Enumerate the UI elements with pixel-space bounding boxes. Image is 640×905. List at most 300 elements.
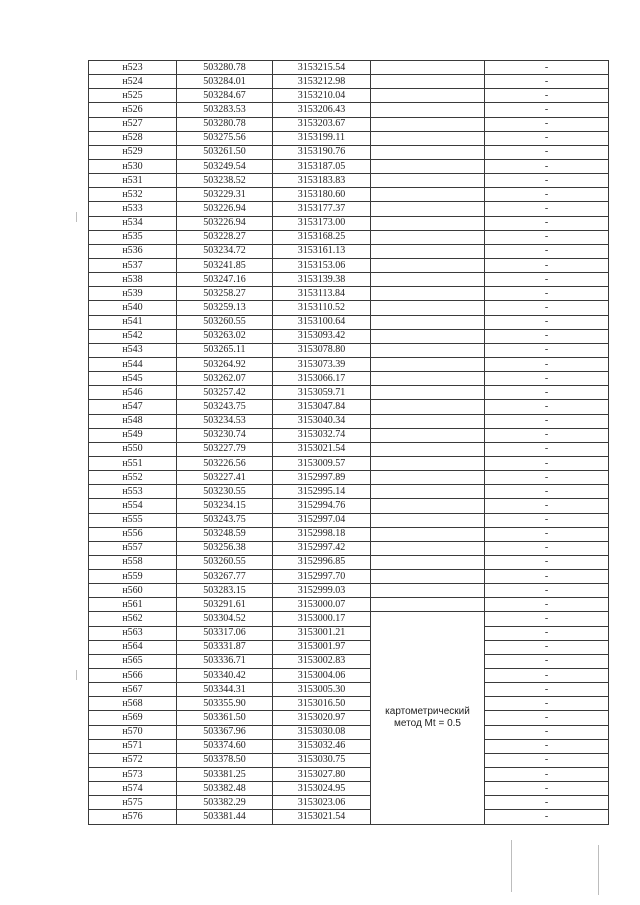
dash-cell: -: [485, 357, 609, 371]
method-cell-empty: [371, 202, 485, 216]
y-coordinate-cell: 3152996.85: [273, 555, 371, 569]
x-coordinate-cell: 503258.27: [177, 287, 273, 301]
x-coordinate-cell: 503280.78: [177, 61, 273, 75]
x-coordinate-cell: 503355.90: [177, 697, 273, 711]
x-coordinate-cell: 503317.06: [177, 626, 273, 640]
y-coordinate-cell: 3153206.43: [273, 103, 371, 117]
method-cell-empty: [371, 329, 485, 343]
point-name-cell: н552: [89, 471, 177, 485]
dash-cell: -: [485, 456, 609, 470]
table-row: [89, 244, 609, 258]
x-coordinate-cell: 503228.27: [177, 230, 273, 244]
x-coordinate-cell: 503280.78: [177, 117, 273, 131]
dash-cell: -: [485, 159, 609, 173]
point-name-cell: н570: [89, 725, 177, 739]
table-row: [89, 159, 609, 173]
x-coordinate-cell: 503241.85: [177, 258, 273, 272]
table-row: [89, 89, 609, 103]
table-row: [89, 541, 609, 555]
scan-artifact-line: [76, 212, 77, 222]
y-coordinate-cell: 3153100.64: [273, 315, 371, 329]
method-cell-empty: [371, 244, 485, 258]
x-coordinate-cell: 503249.54: [177, 159, 273, 173]
table-row: [89, 683, 609, 697]
method-cell: [371, 612, 485, 824]
method-cell-empty: [371, 584, 485, 598]
method-cell-empty: [371, 400, 485, 414]
method-cell-empty: [371, 301, 485, 315]
x-coordinate-cell: 503361.50: [177, 711, 273, 725]
point-name-cell: н543: [89, 343, 177, 357]
y-coordinate-cell: 3153110.52: [273, 301, 371, 315]
y-coordinate-cell: 3152997.04: [273, 513, 371, 527]
y-coordinate-cell: 3153173.00: [273, 216, 371, 230]
table-row: [89, 216, 609, 230]
dash-cell: -: [485, 400, 609, 414]
table-row: [89, 654, 609, 668]
table-row: [89, 75, 609, 89]
point-name-cell: н545: [89, 372, 177, 386]
table-row: [89, 626, 609, 640]
table-row: [89, 343, 609, 357]
point-name-cell: н532: [89, 188, 177, 202]
x-coordinate-cell: 503283.15: [177, 584, 273, 598]
method-cell-empty: [371, 159, 485, 173]
table-row: [89, 471, 609, 485]
x-coordinate-cell: 503238.52: [177, 174, 273, 188]
y-coordinate-cell: 3152997.42: [273, 541, 371, 555]
table-row: [89, 103, 609, 117]
table-row: [89, 456, 609, 470]
x-coordinate-cell: 503230.55: [177, 485, 273, 499]
y-coordinate-cell: 3153177.37: [273, 202, 371, 216]
y-coordinate-cell: 3152995.14: [273, 485, 371, 499]
table-row: [89, 584, 609, 598]
method-cell-empty: [371, 287, 485, 301]
point-name-cell: н548: [89, 414, 177, 428]
table-row: [89, 414, 609, 428]
dash-cell: -: [485, 753, 609, 767]
table-row: [89, 640, 609, 654]
dash-cell: -: [485, 216, 609, 230]
x-coordinate-cell: 503230.74: [177, 428, 273, 442]
y-coordinate-cell: 3153005.30: [273, 683, 371, 697]
table-row: [89, 485, 609, 499]
x-coordinate-cell: 503267.77: [177, 570, 273, 584]
method-accuracy: метод Mt = 0.5: [394, 718, 461, 730]
point-name-cell: н557: [89, 541, 177, 555]
point-name-cell: н561: [89, 598, 177, 612]
method-cell-empty: [371, 131, 485, 145]
y-coordinate-cell: 3152999.03: [273, 584, 371, 598]
scan-artifact-line: [76, 670, 77, 680]
point-name-cell: н566: [89, 669, 177, 683]
dash-cell: -: [485, 570, 609, 584]
y-coordinate-cell: 3153004.06: [273, 669, 371, 683]
table-row: [89, 782, 609, 796]
x-coordinate-cell: 503378.50: [177, 753, 273, 767]
x-coordinate-cell: 503265.11: [177, 343, 273, 357]
dash-cell: -: [485, 810, 609, 824]
x-coordinate-cell: 503283.53: [177, 103, 273, 117]
dash-cell: -: [485, 315, 609, 329]
table-row: [89, 386, 609, 400]
y-coordinate-cell: 3152997.70: [273, 570, 371, 584]
point-name-cell: н556: [89, 527, 177, 541]
x-coordinate-cell: 503331.87: [177, 640, 273, 654]
table-row: [89, 329, 609, 343]
y-coordinate-cell: 3153030.75: [273, 753, 371, 767]
y-coordinate-cell: 3153016.50: [273, 697, 371, 711]
dash-cell: -: [485, 89, 609, 103]
method-cell-empty: [371, 174, 485, 188]
table-row: [89, 669, 609, 683]
y-coordinate-cell: 3153139.38: [273, 273, 371, 287]
method-cell-empty: [371, 188, 485, 202]
point-name-cell: н571: [89, 739, 177, 753]
y-coordinate-cell: 3153059.71: [273, 386, 371, 400]
dash-cell: -: [485, 541, 609, 555]
scan-artifact-line: [598, 845, 599, 895]
point-name-cell: н567: [89, 683, 177, 697]
point-name-cell: н546: [89, 386, 177, 400]
x-coordinate-cell: 503263.02: [177, 329, 273, 343]
y-coordinate-cell: 3153027.80: [273, 768, 371, 782]
x-coordinate-cell: 503260.55: [177, 555, 273, 569]
method-cell-empty: [371, 471, 485, 485]
table-row: [89, 428, 609, 442]
dash-cell: -: [485, 598, 609, 612]
dash-cell: -: [485, 372, 609, 386]
table-row: [89, 598, 609, 612]
y-coordinate-cell: 3153153.06: [273, 258, 371, 272]
point-name-cell: н564: [89, 640, 177, 654]
point-name-cell: н538: [89, 273, 177, 287]
point-name-cell: н559: [89, 570, 177, 584]
y-coordinate-cell: 3152994.76: [273, 499, 371, 513]
x-coordinate-cell: 503234.53: [177, 414, 273, 428]
dash-cell: -: [485, 287, 609, 301]
method-cell-empty: [371, 372, 485, 386]
x-coordinate-cell: 503304.52: [177, 612, 273, 626]
point-name-cell: н558: [89, 555, 177, 569]
dash-cell: -: [485, 244, 609, 258]
dash-cell: -: [485, 386, 609, 400]
y-coordinate-cell: 3153078.80: [273, 343, 371, 357]
table-row: [89, 372, 609, 386]
x-coordinate-cell: 503248.59: [177, 527, 273, 541]
y-coordinate-cell: 3153032.74: [273, 428, 371, 442]
dash-cell: -: [485, 202, 609, 216]
point-name-cell: н527: [89, 117, 177, 131]
method-cell-empty: [371, 527, 485, 541]
table-row: [89, 258, 609, 272]
point-name-cell: н568: [89, 697, 177, 711]
dash-cell: -: [485, 739, 609, 753]
method-cell-empty: [371, 103, 485, 117]
y-coordinate-cell: 3153190.76: [273, 145, 371, 159]
method-cell-empty: [371, 555, 485, 569]
y-coordinate-cell: 3153009.57: [273, 456, 371, 470]
y-coordinate-cell: 3153210.04: [273, 89, 371, 103]
point-name-cell: н572: [89, 753, 177, 767]
method-cell-empty: [371, 541, 485, 555]
x-coordinate-cell: 503260.55: [177, 315, 273, 329]
point-name-cell: н544: [89, 357, 177, 371]
method-cell-empty: [371, 513, 485, 527]
method-cell-empty: [371, 343, 485, 357]
x-coordinate-cell: 503227.79: [177, 442, 273, 456]
dash-cell: -: [485, 75, 609, 89]
table-row: [89, 570, 609, 584]
table-row: [89, 499, 609, 513]
point-name-cell: н573: [89, 768, 177, 782]
point-name-cell: н565: [89, 654, 177, 668]
x-coordinate-cell: 503234.72: [177, 244, 273, 258]
dash-cell: -: [485, 782, 609, 796]
x-coordinate-cell: 503243.75: [177, 400, 273, 414]
point-name-cell: н576: [89, 810, 177, 824]
point-name-cell: н541: [89, 315, 177, 329]
x-coordinate-cell: 503381.25: [177, 768, 273, 782]
table-row: [89, 442, 609, 456]
table-row: [89, 188, 609, 202]
y-coordinate-cell: 3152997.89: [273, 471, 371, 485]
point-name-cell: н562: [89, 612, 177, 626]
table-row: [89, 202, 609, 216]
x-coordinate-cell: 503226.94: [177, 202, 273, 216]
point-name-cell: н523: [89, 61, 177, 75]
y-coordinate-cell: 3153023.06: [273, 796, 371, 810]
y-coordinate-cell: 3153066.17: [273, 372, 371, 386]
dash-cell: -: [485, 343, 609, 357]
x-coordinate-cell: 503284.67: [177, 89, 273, 103]
method-cell-empty: [371, 414, 485, 428]
table-row: [89, 725, 609, 739]
y-coordinate-cell: 3153183.83: [273, 174, 371, 188]
dash-cell: -: [485, 273, 609, 287]
point-name-cell: н549: [89, 428, 177, 442]
method-cell-empty: [371, 598, 485, 612]
table-row: [89, 117, 609, 131]
y-coordinate-cell: 3153001.21: [273, 626, 371, 640]
x-coordinate-cell: 503227.41: [177, 471, 273, 485]
table-row: [89, 357, 609, 371]
x-coordinate-cell: 503261.50: [177, 145, 273, 159]
dash-cell: -: [485, 697, 609, 711]
x-coordinate-cell: 503259.13: [177, 301, 273, 315]
dash-cell: -: [485, 131, 609, 145]
point-name-cell: н569: [89, 711, 177, 725]
point-name-cell: н540: [89, 301, 177, 315]
method-cell-empty: [371, 75, 485, 89]
point-name-cell: н525: [89, 89, 177, 103]
x-coordinate-cell: 503229.31: [177, 188, 273, 202]
table-row: [89, 513, 609, 527]
y-coordinate-cell: 3153168.25: [273, 230, 371, 244]
x-coordinate-cell: 503381.44: [177, 810, 273, 824]
dash-cell: -: [485, 626, 609, 640]
method-name: картометрический: [385, 706, 470, 718]
x-coordinate-cell: 503367.96: [177, 725, 273, 739]
table-row: [89, 739, 609, 753]
dash-cell: -: [485, 188, 609, 202]
table-row: [89, 697, 609, 711]
y-coordinate-cell: 3153040.34: [273, 414, 371, 428]
dash-cell: -: [485, 103, 609, 117]
table-row: [89, 174, 609, 188]
method-cell-empty: [371, 315, 485, 329]
dash-cell: -: [485, 768, 609, 782]
y-coordinate-cell: 3153073.39: [273, 357, 371, 371]
y-coordinate-cell: 3153187.05: [273, 159, 371, 173]
table-row: [89, 555, 609, 569]
coordinates-table-body: [89, 61, 609, 825]
table-row: [89, 273, 609, 287]
table-row: [89, 527, 609, 541]
y-coordinate-cell: 3153024.95: [273, 782, 371, 796]
x-coordinate-cell: 503382.29: [177, 796, 273, 810]
table-row: [89, 145, 609, 159]
x-coordinate-cell: 503247.16: [177, 273, 273, 287]
x-coordinate-cell: 503344.31: [177, 683, 273, 697]
table-row: [89, 61, 609, 75]
y-coordinate-cell: 3153001.97: [273, 640, 371, 654]
point-name-cell: н530: [89, 159, 177, 173]
table-row: [89, 131, 609, 145]
method-cell-empty: [371, 485, 485, 499]
point-name-cell: н528: [89, 131, 177, 145]
coordinates-table: [88, 60, 609, 825]
dash-cell: -: [485, 258, 609, 272]
point-name-cell: н534: [89, 216, 177, 230]
dash-cell: -: [485, 428, 609, 442]
dash-cell: -: [485, 527, 609, 541]
dash-cell: -: [485, 145, 609, 159]
x-coordinate-cell: 503226.56: [177, 456, 273, 470]
y-coordinate-cell: 3153000.17: [273, 612, 371, 626]
dash-cell: -: [485, 499, 609, 513]
dash-cell: -: [485, 669, 609, 683]
x-coordinate-cell: 503382.48: [177, 782, 273, 796]
dash-cell: -: [485, 584, 609, 598]
y-coordinate-cell: 3153000.07: [273, 598, 371, 612]
dash-cell: -: [485, 471, 609, 485]
method-cell-empty: [371, 357, 485, 371]
y-coordinate-cell: 3153203.67: [273, 117, 371, 131]
method-cell-empty: [371, 216, 485, 230]
x-coordinate-cell: 503336.71: [177, 654, 273, 668]
dash-cell: -: [485, 796, 609, 810]
table-row: [89, 612, 609, 626]
dash-cell: -: [485, 301, 609, 315]
table-row: [89, 230, 609, 244]
point-name-cell: н551: [89, 456, 177, 470]
x-coordinate-cell: 503374.60: [177, 739, 273, 753]
method-cell-empty: [371, 273, 485, 287]
y-coordinate-cell: 3153215.54: [273, 61, 371, 75]
table-row: [89, 768, 609, 782]
x-coordinate-cell: 503291.61: [177, 598, 273, 612]
method-cell-empty: [371, 386, 485, 400]
point-name-cell: н547: [89, 400, 177, 414]
dash-cell: -: [485, 725, 609, 739]
y-coordinate-cell: 3153020.97: [273, 711, 371, 725]
point-name-cell: н531: [89, 174, 177, 188]
table-row: [89, 400, 609, 414]
dash-cell: -: [485, 117, 609, 131]
point-name-cell: н575: [89, 796, 177, 810]
point-name-cell: н563: [89, 626, 177, 640]
dash-cell: -: [485, 442, 609, 456]
y-coordinate-cell: 3153021.54: [273, 810, 371, 824]
table-row: [89, 301, 609, 315]
point-name-cell: н529: [89, 145, 177, 159]
method-cell-empty: [371, 61, 485, 75]
y-coordinate-cell: 3153180.60: [273, 188, 371, 202]
dash-cell: -: [485, 230, 609, 244]
dash-cell: -: [485, 640, 609, 654]
dash-cell: -: [485, 329, 609, 343]
y-coordinate-cell: 3153199.11: [273, 131, 371, 145]
method-cell-empty: [371, 230, 485, 244]
method-cell-empty: [371, 428, 485, 442]
method-cell-empty: [371, 145, 485, 159]
point-name-cell: н550: [89, 442, 177, 456]
dash-cell: -: [485, 414, 609, 428]
x-coordinate-cell: 503284.01: [177, 75, 273, 89]
x-coordinate-cell: 503275.56: [177, 131, 273, 145]
y-coordinate-cell: 3153032.46: [273, 739, 371, 753]
x-coordinate-cell: 503257.42: [177, 386, 273, 400]
y-coordinate-cell: 3153212.98: [273, 75, 371, 89]
point-name-cell: н539: [89, 287, 177, 301]
x-coordinate-cell: 503340.42: [177, 669, 273, 683]
method-cell-empty: [371, 499, 485, 513]
dash-cell: -: [485, 485, 609, 499]
point-name-cell: н537: [89, 258, 177, 272]
table-row: [89, 711, 609, 725]
y-coordinate-cell: 3152998.18: [273, 527, 371, 541]
point-name-cell: н535: [89, 230, 177, 244]
scan-artifact-line: [511, 840, 512, 892]
point-name-cell: н526: [89, 103, 177, 117]
y-coordinate-cell: 3153002.83: [273, 654, 371, 668]
y-coordinate-cell: 3153161.13: [273, 244, 371, 258]
method-cell-empty: [371, 89, 485, 103]
point-name-cell: н553: [89, 485, 177, 499]
method-cell-empty: [371, 442, 485, 456]
table-row: [89, 796, 609, 810]
dash-cell: -: [485, 555, 609, 569]
dash-cell: -: [485, 513, 609, 527]
point-name-cell: н533: [89, 202, 177, 216]
y-coordinate-cell: 3153113.84: [273, 287, 371, 301]
x-coordinate-cell: 503234.15: [177, 499, 273, 513]
method-cell-empty: [371, 258, 485, 272]
dash-cell: -: [485, 654, 609, 668]
method-cell-empty: [371, 117, 485, 131]
table-row: [89, 810, 609, 824]
table-row: [89, 753, 609, 767]
method-cell-empty: [371, 570, 485, 584]
dash-cell: -: [485, 174, 609, 188]
method-cell-empty: [371, 456, 485, 470]
point-name-cell: н536: [89, 244, 177, 258]
table-row: [89, 315, 609, 329]
dash-cell: -: [485, 61, 609, 75]
y-coordinate-cell: 3153021.54: [273, 442, 371, 456]
